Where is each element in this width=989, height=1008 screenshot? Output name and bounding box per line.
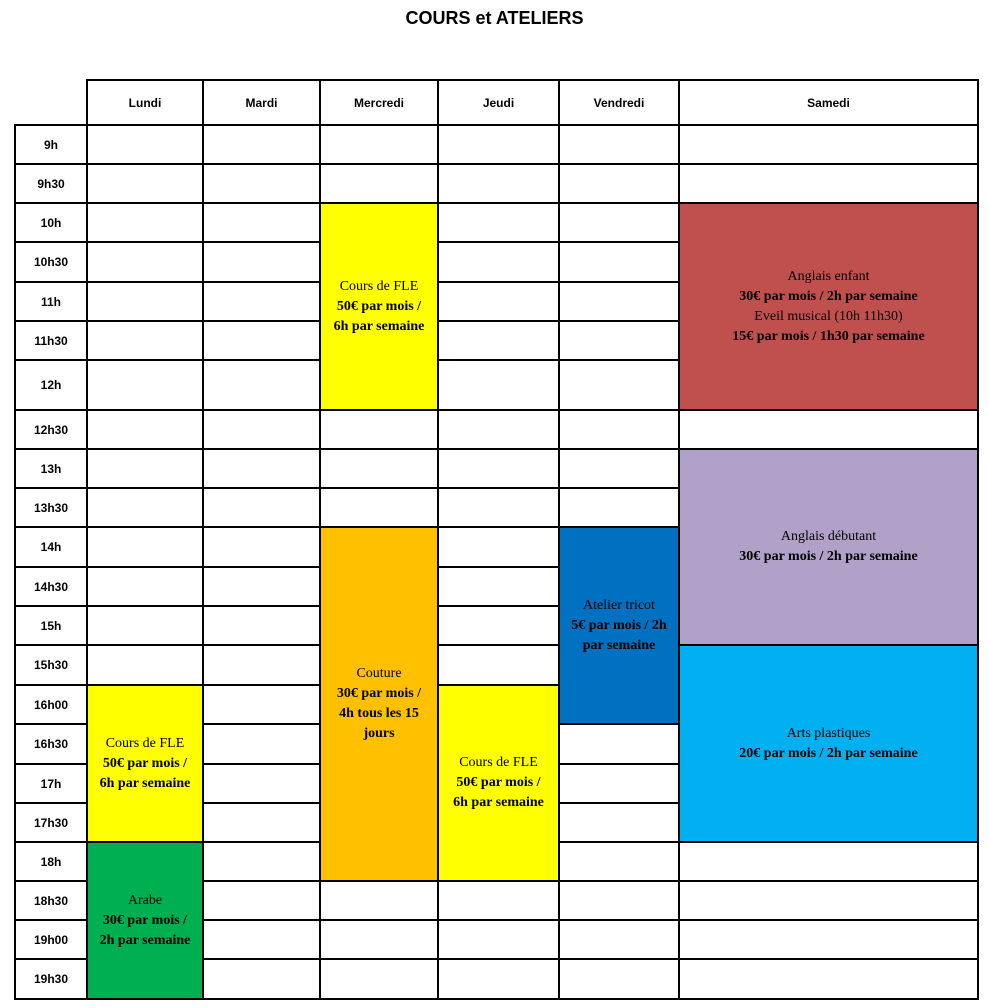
day-header: Vendredi: [558, 79, 680, 126]
schedule-cell: [319, 448, 439, 489]
schedule-cell: [319, 958, 439, 1000]
schedule-cell: [202, 320, 321, 361]
time-label: 13h30: [14, 487, 88, 528]
schedule-cell: [86, 566, 204, 607]
event-block[interactable]: [319, 202, 439, 411]
schedule-cell: [558, 202, 680, 243]
event-block[interactable]: [437, 684, 560, 882]
schedule-cell: [558, 163, 680, 204]
event-text: jours: [363, 726, 395, 741]
time-label: 13h: [14, 448, 88, 489]
schedule-cell: [202, 723, 321, 765]
time-label: 14h30: [14, 566, 88, 607]
time-label: 11h30: [14, 320, 88, 361]
schedule-cell: [202, 684, 321, 725]
event-text: 50€ par mois /: [456, 775, 541, 790]
event-block[interactable]: [558, 526, 680, 725]
schedule-cell: [678, 124, 979, 165]
time-label: 15h: [14, 605, 88, 646]
schedule-cell: [437, 487, 560, 528]
schedule-cell: [319, 487, 439, 528]
schedule-cell: [202, 802, 321, 843]
event-block[interactable]: [678, 644, 979, 843]
event-text: 50€ par mois /: [102, 755, 188, 771]
day-header: Samedi: [678, 79, 979, 126]
schedule-cell: [558, 919, 680, 960]
schedule-cell: [202, 202, 321, 243]
schedule-cell: [202, 526, 321, 568]
schedule-cell: [437, 566, 560, 607]
schedule-cell: [437, 605, 560, 646]
schedule-cell: [202, 448, 321, 489]
schedule-cell: [437, 958, 560, 1000]
event-text: Cours de FLE: [459, 755, 538, 770]
time-label: 18h: [14, 841, 88, 882]
schedule-cell: [202, 487, 321, 528]
schedule-cell: [678, 958, 979, 1000]
day-header: Mardi: [202, 79, 321, 126]
event-text: Anglais débutant: [780, 529, 877, 544]
page-title: COURS et ATELIERS: [405, 8, 584, 28]
event-text: 2h par semaine: [99, 932, 191, 948]
schedule-cell: [202, 605, 321, 646]
schedule-cell: [678, 409, 979, 450]
time-label: 12h30: [14, 409, 88, 450]
time-label: 19h30: [14, 958, 88, 1000]
time-label: 16h00: [14, 684, 88, 725]
time-label: 9h: [14, 124, 88, 165]
time-label: 10h: [14, 202, 88, 243]
schedule-cell: [558, 124, 680, 165]
schedule-cell: [202, 163, 321, 204]
schedule-cell: [437, 202, 560, 243]
event-block[interactable]: [86, 841, 204, 1000]
event-text: Arts plastiques: [786, 725, 871, 741]
event-text: 30€ par mois / 2h par semaine: [739, 288, 918, 304]
time-label: 14h: [14, 526, 88, 568]
schedule-cell: [558, 880, 680, 921]
schedule-cell: [437, 163, 560, 204]
schedule-cell: [202, 241, 321, 283]
event-block[interactable]: [319, 526, 439, 882]
schedule-cell: [86, 359, 204, 411]
schedule-cell: [437, 448, 560, 489]
schedule-cell: [558, 409, 680, 450]
schedule-cell: [678, 841, 979, 882]
time-label: 11h: [14, 281, 88, 322]
schedule-cell: [558, 359, 680, 411]
schedule-cell: [437, 359, 560, 411]
schedule-cell: [558, 723, 680, 765]
schedule-cell: [437, 644, 560, 686]
schedule-cell: [437, 526, 560, 568]
schedule-cell: [202, 880, 321, 921]
schedule-cell: [202, 958, 321, 1000]
schedule-cell: [437, 409, 560, 450]
day-header: Lundi: [86, 79, 204, 126]
schedule-cell: [319, 880, 439, 921]
schedule-cell: [558, 841, 680, 882]
time-label: 9h30: [14, 163, 88, 204]
day-header: Jeudi: [437, 79, 560, 126]
time-label: 18h30: [14, 880, 88, 921]
event-text: Cours de FLE: [339, 278, 419, 294]
event-text: Eveil musical (10h 11h30): [754, 308, 903, 324]
time-label: 10h30: [14, 241, 88, 283]
schedule-cell: [86, 320, 204, 361]
event-text: Couture: [356, 666, 402, 681]
schedule-cell: [558, 241, 680, 283]
schedule-cell: [202, 644, 321, 686]
schedule-cell: [678, 919, 979, 960]
event-text: 15€ par mois / 1h30 par semaine: [732, 328, 925, 344]
event-text: 6h par semaine: [333, 318, 425, 334]
schedule-cell: [319, 163, 439, 204]
schedule-cell: [86, 281, 204, 322]
schedule-cell: [319, 409, 439, 450]
day-header: Mercredi: [319, 79, 439, 126]
schedule-cell: [202, 919, 321, 960]
time-label: 19h00: [14, 919, 88, 960]
event-text: 5€ par mois / 2h: [571, 617, 667, 633]
schedule-cell: [86, 526, 204, 568]
schedule-cell: [437, 124, 560, 165]
time-label: 17h: [14, 763, 88, 804]
schedule-cell: [437, 880, 560, 921]
schedule-cell: [558, 281, 680, 322]
schedule-cell: [86, 163, 204, 204]
event-text: Atelier tricot: [583, 597, 655, 613]
event-text: 6h par semaine: [99, 775, 191, 791]
schedule-cell: [558, 763, 680, 804]
schedule-cell: [437, 281, 560, 322]
time-label: 17h30: [14, 802, 88, 843]
schedule-cell: [437, 919, 560, 960]
event-text: 20€ par mois / 2h par semaine: [739, 745, 918, 761]
event-text: par semaine: [582, 637, 656, 653]
schedule-cell: [86, 409, 204, 450]
event-text: 30€ par mois /: [336, 686, 422, 701]
schedule-cell: [202, 359, 321, 411]
event-block[interactable]: [86, 684, 204, 843]
schedule-cell: [202, 409, 321, 450]
schedule-cell: [86, 202, 204, 243]
schedule-cell: [86, 241, 204, 283]
time-label: 12h: [14, 359, 88, 411]
schedule-cell: [86, 644, 204, 686]
schedule-cell: [678, 880, 979, 921]
schedule-cell: [319, 919, 439, 960]
schedule-cell: [202, 841, 321, 882]
schedule-cell: [558, 487, 680, 528]
event-text: Cours de FLE: [105, 735, 185, 751]
schedule-cell: [202, 124, 321, 165]
event-text: 30€ par mois /: [102, 912, 188, 928]
event-text: Arabe: [127, 892, 163, 908]
schedule-cell: [86, 124, 204, 165]
event-block[interactable]: [678, 448, 979, 646]
schedule-cell: [558, 448, 680, 489]
time-label: 15h30: [14, 644, 88, 686]
event-text: Anglais enfant: [787, 268, 870, 284]
schedule-cell: [202, 281, 321, 322]
event-block[interactable]: [678, 202, 979, 411]
schedule-cell: [678, 163, 979, 204]
schedule-cell: [437, 241, 560, 283]
schedule-cell: [202, 763, 321, 804]
schedule-cell: [558, 320, 680, 361]
schedule-cell: [86, 605, 204, 646]
event-text: 50€ par mois /: [336, 298, 422, 314]
schedule-cell: [202, 566, 321, 607]
schedule-cell: [437, 320, 560, 361]
schedule-cell: [558, 802, 680, 843]
schedule-cell: [86, 487, 204, 528]
event-text: 30€ par mois / 2h par semaine: [739, 549, 918, 564]
schedule-cell: [86, 448, 204, 489]
event-text: 4h tous les 15: [339, 706, 419, 721]
schedule-cell: [558, 958, 680, 1000]
time-label: 16h30: [14, 723, 88, 765]
event-text: 6h par semaine: [453, 795, 544, 810]
schedule-cell: [319, 124, 439, 165]
